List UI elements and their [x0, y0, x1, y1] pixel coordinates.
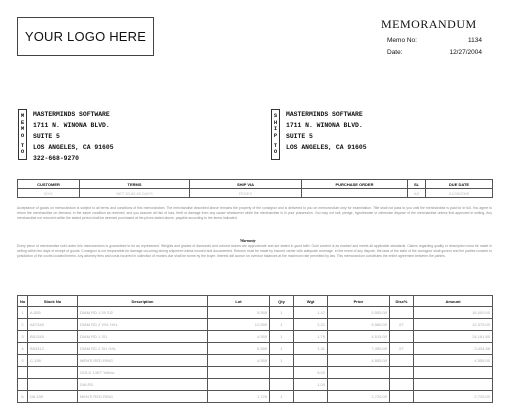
cell: 67: [390, 319, 414, 331]
memo-to-address: [33, 109, 114, 164]
ship-to-address: [286, 109, 367, 153]
address-line: SUITE 5: [286, 133, 313, 140]
cell: 1,725: [208, 391, 270, 403]
description-header: Description: [78, 296, 208, 307]
ship-via-value: FEDEX: [190, 189, 302, 198]
table-row: [18, 307, 493, 319]
memo-number-value: 1134: [468, 37, 482, 44]
cell: [390, 379, 414, 391]
sl-value: AS: [408, 189, 426, 198]
cell: 5: [18, 355, 28, 367]
cell: 1.47: [294, 307, 328, 319]
cell: 4,555: [208, 355, 270, 367]
cell: [414, 379, 493, 391]
cell: 12,555: [208, 319, 270, 331]
ship-to-tag-letter: H: [273, 118, 278, 126]
cell: 5,555: [208, 343, 270, 355]
cell: [28, 379, 78, 391]
disc-header: Disc%: [390, 296, 414, 307]
cell: 1: [270, 343, 294, 355]
ship-via-header: SHIP VIA: [190, 180, 302, 189]
cell: 4,515.00: [328, 331, 390, 343]
cell: C-195: [28, 355, 78, 367]
customer-header: CUSTOMER: [18, 180, 80, 189]
table-row: [18, 355, 493, 367]
address-line: 1711 N. WINONA BLVD.: [33, 122, 110, 129]
table-row: [18, 343, 493, 355]
warranty-title: Warranty: [240, 238, 256, 243]
sl-header: SL: [408, 180, 426, 189]
cell: [270, 367, 294, 379]
logo-text: YOUR LOGO HERE: [24, 29, 147, 44]
cell: 1.00: [294, 379, 328, 391]
cell: 3: [18, 331, 28, 343]
due-date-header: DUE DATE: [426, 180, 493, 189]
cell: [390, 391, 414, 403]
cell: [270, 379, 294, 391]
memo-number-row: [387, 37, 482, 46]
cell: 2,725.00: [414, 391, 493, 403]
cell: 5,555: [208, 307, 270, 319]
cell: [390, 355, 414, 367]
ship-to-tag-letter: I: [273, 125, 278, 133]
no-header: No: [18, 296, 28, 307]
cell: [328, 379, 390, 391]
ship-to-tag: [271, 109, 280, 160]
document-title: MEMORANDUM: [381, 17, 477, 31]
company-logo: [17, 17, 154, 56]
due-date-value: 01/28/2005: [426, 189, 493, 198]
cell: MEN'S RED RING: [78, 391, 208, 403]
qty-header: Qty: [270, 296, 294, 307]
cell: 5.00: [294, 367, 328, 379]
ship-to-tag-letter: P: [273, 131, 278, 139]
cell: 1: [270, 319, 294, 331]
cell: 12,375.00: [414, 319, 493, 331]
memo-to-tag-letter: M: [20, 112, 25, 120]
cell: DIAM RD 1 SI1: [78, 331, 208, 343]
cell: 4,555: [208, 331, 270, 343]
terms-header: TERMS: [80, 180, 190, 189]
cell: B53312: [28, 343, 78, 355]
warranty-paragraph: Every piece of merchandise sold under this memorandum is guaranteed to be as represented. Weights and grades of diamonds and colored stones are approximate and are stated in good faith. Gold content is as marked and meets all applicable standards. Claims regarding quality or description must be made in writing within ten days of receipt of goods. Consignor is not responsible for damage occurring during shipment unless insured and documented. Returns must be made by insured carrier with adequate coverage. In the event of any dispute, the laws of the state of the consignor shall govern and the parties consent to jurisdiction of the courts located therein. Any attorney fees and costs incurred in collection of monies due shall be borne by the buyer. Interest will accrue on overdue balances at the maximum rate permitted by law. This memorandum constitutes the entire agreement between the parties.: [17, 244, 492, 258]
address-line: 322-668-9270: [33, 155, 80, 162]
table-row: [18, 379, 493, 391]
cell: 1: [270, 307, 294, 319]
table-row: [18, 319, 493, 331]
cell: 4: [18, 343, 28, 355]
cell: A-555: [28, 307, 78, 319]
price-header: Price: [328, 296, 390, 307]
cell: DIAM RD 2 SI1 HXL: [78, 343, 208, 355]
cell: 2: [18, 319, 28, 331]
cell: 1.31: [294, 343, 328, 355]
memo-to-tag-letter: O: [20, 131, 25, 139]
table-row: [18, 331, 493, 343]
cell: 5,555.00: [328, 307, 390, 319]
stock-no-header: Stock No: [28, 296, 78, 307]
cell: DIA RD: [78, 379, 208, 391]
memo-to-tag-letter: E: [20, 118, 25, 126]
amount-header: Amount: [414, 296, 493, 307]
wgt-header: Wgt: [294, 296, 328, 307]
ship-to-tag-letter: T: [273, 141, 278, 149]
address-line: 1711 N. WINONA BLVD.: [286, 122, 363, 129]
cell: 5,565.00: [328, 319, 390, 331]
ship-to-tag-letter: O: [273, 148, 278, 156]
cell: 2.21: [294, 319, 328, 331]
cell: [328, 367, 390, 379]
address-line: LOS ANGELES, CA 91605: [33, 144, 114, 151]
cell: 1: [270, 331, 294, 343]
cell: DIAM RD 1.25 SI2: [78, 307, 208, 319]
items-body: [18, 307, 493, 403]
cell: GOLD 14KT Yellow: [78, 367, 208, 379]
table-row: [18, 367, 493, 379]
cell: B51345: [28, 331, 78, 343]
table-row: [18, 391, 493, 403]
cell: 57: [390, 343, 414, 355]
items-table: [17, 295, 493, 403]
cell: [18, 379, 28, 391]
cell: [390, 307, 414, 319]
cell: DIAM RD 2 VS1 HXL: [78, 319, 208, 331]
memo-number-label: Memo No:: [387, 37, 417, 44]
cell: 2,725.00: [328, 391, 390, 403]
terms-paragraph: Acceptance of goods on memorandum is subject to all terms and conditions of this memorandum. The merchandise described above remains the property of the consignor and is delivered to you on memorandum only for examination. Title shall not pass to you until the merchandise is paid for in full. You agree to return the merchandise on demand, in the same condition as received, and you assume all risk of loss, theft or damage from any cause whatsoever while the merchandise is in your possession. You may not sell, pledge, hypothecate or otherwise dispose of the merchandise unless first approved in writing. Any merchandise not returned within the stated period shall be deemed purchased at the prices stated above, payable according to the terms indicated.: [17, 206, 492, 220]
memo-to-tag-letter: O: [20, 148, 25, 156]
lot-header: Lot: [208, 296, 270, 307]
cell: [208, 379, 270, 391]
cell: A57345: [28, 319, 78, 331]
ship-to-tag-letter: S: [273, 112, 278, 120]
cell: [294, 391, 328, 403]
address-line: SUITE 5: [33, 133, 60, 140]
cell: 1: [18, 307, 28, 319]
cell: 4,555.00: [328, 355, 390, 367]
cell: MEN'S RED RING: [78, 355, 208, 367]
cell: [18, 367, 28, 379]
cell: 6: [18, 391, 28, 403]
customer-value: 0001: [18, 189, 80, 198]
cell: [294, 355, 328, 367]
cell: [208, 367, 270, 379]
purchase-order-value: [302, 189, 408, 198]
cell: [28, 367, 78, 379]
memo-to-tag: [18, 109, 27, 160]
order-info-row: [18, 189, 493, 198]
cell: 16,000.00: [414, 307, 493, 319]
memo-date-row: [387, 49, 482, 58]
cell: D6-195: [28, 391, 78, 403]
order-info-table: [17, 179, 493, 198]
terms-value: NET 30,60,90 DAYS: [80, 189, 190, 198]
memo-date-value: 12/27/2004: [449, 49, 482, 56]
cell: 4,555.00: [414, 355, 493, 367]
cell: [390, 367, 414, 379]
memo-to-tag-letter: T: [20, 141, 25, 149]
address-line: MASTERMINDS SOFTWARE: [286, 111, 363, 118]
cell: 3,434.88: [414, 343, 493, 355]
address-line: LOS ANGELES, CA 91605: [286, 144, 367, 151]
cell: 1.79: [294, 331, 328, 343]
cell: 7,455.00: [328, 343, 390, 355]
memo-date-label: Date:: [387, 49, 403, 56]
memo-to-tag-letter: M: [20, 125, 25, 133]
cell: [390, 331, 414, 343]
items-header-row: [18, 296, 493, 307]
purchase-order-header: PURCHASE ORDER: [302, 180, 408, 189]
cell: 1: [270, 355, 294, 367]
order-info-header-row: [18, 180, 493, 189]
cell: 1: [270, 391, 294, 403]
cell: 24,161.85: [414, 331, 493, 343]
cell: [414, 367, 493, 379]
address-line: MASTERMINDS SOFTWARE: [33, 111, 110, 118]
